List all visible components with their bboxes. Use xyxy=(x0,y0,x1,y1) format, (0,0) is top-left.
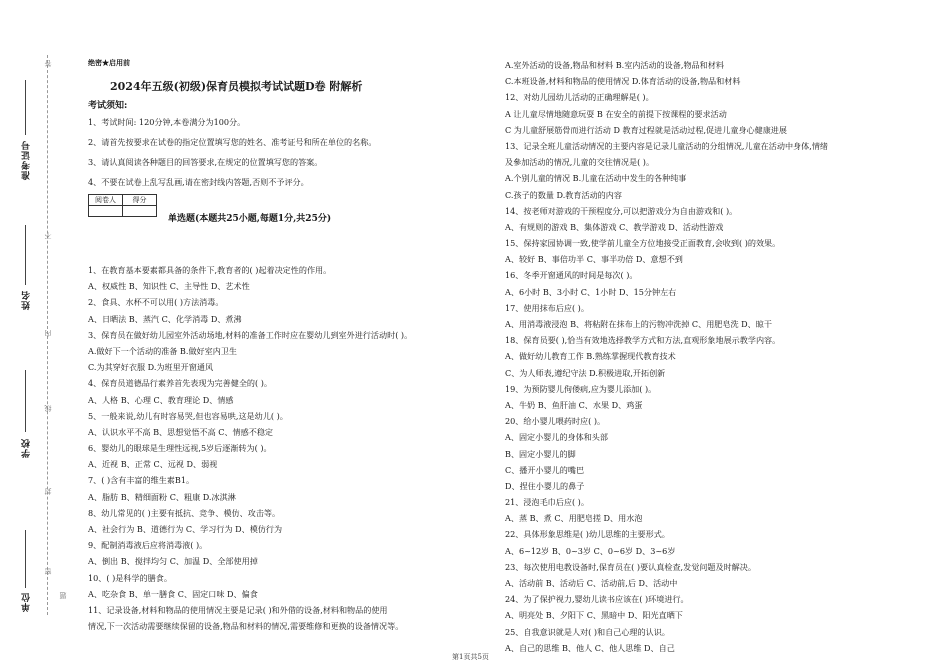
name-field[interactable] xyxy=(25,225,26,285)
left-question-column xyxy=(88,262,412,634)
option-line: A、近视 B、正常 C、远视 D、弱视 xyxy=(88,459,218,470)
name-label: 姓名 xyxy=(22,290,32,310)
question-line: 24、为了保护视力,婴幼儿读书应该在( )环境进行。 xyxy=(505,594,689,605)
right-question-column xyxy=(505,57,828,656)
option-line: A.室外活动的设备,物品和材料 B.室内活动的设备,物品和材料 xyxy=(505,60,724,70)
secret-mark: 绝密★启用前 xyxy=(88,58,130,67)
notice-item: 1、考试时间: 120分钟,本卷满分为100分。 xyxy=(88,117,246,127)
option-line: A、人格 B、心理 C、教育理论 D、情感 xyxy=(88,394,234,405)
page-number: 第1页共5页 xyxy=(452,653,489,661)
option-line: A、日晒法 B、蒸汽 C、化学消毒 D、煮沸 xyxy=(88,313,242,324)
option-line: C.为其穿好衣服 D.为班里开窗通风 xyxy=(88,362,214,373)
question-line: 18、保育员要( ),恰当有效地选择教学方式和方法,直观形象地展示教学内容。 xyxy=(505,335,781,346)
question-line: 4、保育员道德品行素养首先表现为完善健全的( )。 xyxy=(88,378,273,389)
option-line: A、活动前 B、活动后 C、活动前,后 D、活动中 xyxy=(505,578,678,588)
option-line: C、为人师表,遵纪守法 D.积极进取,开拓创新 xyxy=(505,367,666,378)
option-line: A、6~12岁 B、0~3岁 C、0~6岁 D、3~6岁 xyxy=(505,545,676,556)
cutline-char: 答 xyxy=(44,60,52,67)
binding-margin xyxy=(0,0,85,671)
question-line: 17、使用抹布后应( )。 xyxy=(505,302,589,313)
option-line: A、社会行为 B、道德行为 C、学习行为 D、模仿行为 xyxy=(88,524,283,534)
option-line: A、蒸 B、煮 C、用肥皂搓 D、用水泡 xyxy=(505,513,643,524)
school-field[interactable] xyxy=(25,370,26,432)
score-field[interactable] xyxy=(123,206,157,217)
question-line: 12、对幼儿园幼儿活动的正确理解是( )。 xyxy=(505,92,654,103)
exam-number-field[interactable] xyxy=(25,80,26,135)
option-line: A、权威性 B、知识性 C、主导性 D、艺术性 xyxy=(88,281,250,292)
option-line: A、吃杂食 B、单一膳食 C、固定口味 D、偏食 xyxy=(88,588,258,599)
question-line: 情况,下一次活动需要继续保留的设备,物品和材料的情况,需要维修和更换的设备情况等。 xyxy=(88,621,404,632)
question-line: 7、( )含有丰富的维生素B1。 xyxy=(88,475,195,486)
question-line: 21、浸泡毛巾后应( )。 xyxy=(505,497,589,508)
notice-item: 3、请认真阅读各种题目的回答要求,在规定的位置填写您的答案。 xyxy=(88,157,323,167)
option-line: A 让儿童尽情地随意玩耍 B 在安全的前提下按课程的要求活动 xyxy=(505,108,727,119)
question-line: 15、保持家园协调一致,使学前儿童全方位地接受正面教育,会收到( )的效果。 xyxy=(505,238,781,249)
cutline-char: 内 xyxy=(44,330,52,337)
question-line: 及參加活动的情况,儿童的交往情况是( )。 xyxy=(505,157,655,168)
question-line: 25、自我意识就是人对( )和自己心理的认识。 xyxy=(505,626,670,637)
question-line: 13、记录全班儿童活动情况的主要内容是记录儿童活动的分组情况,儿童在活动中身体,情绪 xyxy=(505,140,829,151)
grader-label: 阅卷人 xyxy=(89,195,123,206)
option-line: A、做好幼儿教育工作 B.熟练掌握现代教育技术 xyxy=(505,351,676,362)
cutline-char: 线 xyxy=(44,405,52,412)
exam-title: 2024年五级(初级)保育员模拟考试试题D卷 附解析 xyxy=(110,80,363,93)
exam-number-label: 准考证号 xyxy=(22,140,32,180)
question-line: 23、每次使用电教设备时,保育员在( )要认真检查,发觉问题及时解决。 xyxy=(505,561,756,572)
score-label: 得分 xyxy=(123,195,157,206)
question-line: 10、( )是科学的膳食。 xyxy=(88,572,172,583)
question-line: 22、具体形象思维是( )幼儿思维的主要形式。 xyxy=(505,529,670,540)
option-line: C 为儿童舒展筋骨而进行活动 D 教育过程就是活动过程,促进儿童身心健康进展 xyxy=(505,124,787,135)
question-line: 9、配制消毒液后应将消毒液( )。 xyxy=(88,540,208,551)
school-label: 学校 xyxy=(22,438,32,458)
option-line: A、有规则的游戏 B、集体游戏 C、教学游戏 D、活动性游戏 xyxy=(505,221,724,232)
question-line: 16、冬季开窗通风的时间是每次( )。 xyxy=(505,270,638,281)
question-line: 8、幼儿常见的( )主要有抵抗、竞争、模仿、攻击等。 xyxy=(88,507,281,518)
question-line: 2、食具、水杯不可以用( )方法消毒。 xyxy=(88,297,224,308)
option-line: A、6小时 B、3小时 C、1小时 D、15分钟左右 xyxy=(505,286,677,297)
cutline-char: 不 xyxy=(44,232,52,239)
question-line: 1、在教育基本要素都具备的条件下,教育者的( )起着决定性的作用。 xyxy=(88,265,332,275)
option-line: B、固定小婴儿的脚 xyxy=(505,448,576,459)
notice-item: 4、不要在试卷上乱写乱画,请在密封线内答题,否则不予评分。 xyxy=(88,177,309,187)
question-line: 14、按老师对游戏的干预程度分,可以把游戏分为自由游戏和( )。 xyxy=(505,205,738,216)
option-line: A、倒出 B、搅拌均匀 C、加温 D、全部使用掉 xyxy=(88,556,258,567)
grader-field[interactable] xyxy=(89,206,123,217)
unit-field[interactable] xyxy=(25,530,26,588)
score-box xyxy=(88,194,157,217)
question-line: 20、给小婴儿喂药时应( )。 xyxy=(505,416,606,427)
cutline-char: 题 xyxy=(59,592,67,599)
option-line: A.个别儿童的情况 B.儿童在活动中发生的各种纯事 xyxy=(505,173,687,184)
notice-item: 2、请首先按要求在试卷的指定位置填写您的姓名、准考证号和所在单位的名称。 xyxy=(88,137,377,147)
option-line: C、播开小婴儿的嘴巴 xyxy=(505,464,585,475)
section-title: 单选题(本题共25小题,每题1分,共25分) xyxy=(168,214,332,224)
option-line: A、较好 B、事倍功半 C、事半功倍 D、意想不到 xyxy=(505,254,683,265)
question-line: 3、保育员在做好幼儿园室外活动场地,材料的准备工作时应在婴幼儿到室外进行活动时( )。 xyxy=(88,329,413,340)
question-line: 5、一般来说,幼儿有时容易哭,但也容易哄,这是幼儿( )。 xyxy=(88,410,288,421)
option-line: A、脂肪 B、精细面粉 C、粗康 D.冰淇淋 xyxy=(88,491,236,502)
question-line: 11、记录设备,材料和物品的使用情况主要是记录( )和外借的设备,材料和物品的使用 xyxy=(88,604,388,615)
option-line: A、用消毒液浸泡 B、将粘附在抹布上的污物冲洗掉 C、用肥皂洗 D、晾干 xyxy=(505,319,772,329)
unit-label: 单位 xyxy=(22,592,32,612)
option-line: C.孩子的数量 D.教育活动的内容 xyxy=(505,189,622,200)
option-line: A、明亮处 B、夕阳下 C、黑暗中 D、阳光直晒下 xyxy=(505,610,683,621)
option-line: A、自己的思维 B、他人 C、他人思维 D、自己 xyxy=(505,642,675,653)
question-line: 19、为预防婴儿佝偻病,应为婴儿添加( )。 xyxy=(505,383,657,394)
cutline-char: 密 xyxy=(44,568,52,575)
option-line: A、牛奶 B、鱼肝油 C、水果 D、鸡蛋 xyxy=(505,399,643,410)
cutline-char: 封 xyxy=(44,488,52,495)
notice-heading: 考试须知: xyxy=(88,101,128,111)
question-line: 6、婴幼儿的眼球是生理性远视,5岁后逐渐转为( )。 xyxy=(88,443,272,454)
option-line: A.做好下一个活动的准备 B.做好室内卫生 xyxy=(88,345,238,356)
option-line: D、捏住小婴儿的鼻子 xyxy=(505,480,585,491)
option-line: A、认识水平不高 B、思想觉悟不高 C、情感不稳定 xyxy=(88,426,274,437)
option-line: C.本班设备,材料和物品的使用情况 D.体育活动的设备,物品和材料 xyxy=(505,76,741,87)
option-line: A、固定小婴儿的身体和头部 xyxy=(505,432,608,443)
